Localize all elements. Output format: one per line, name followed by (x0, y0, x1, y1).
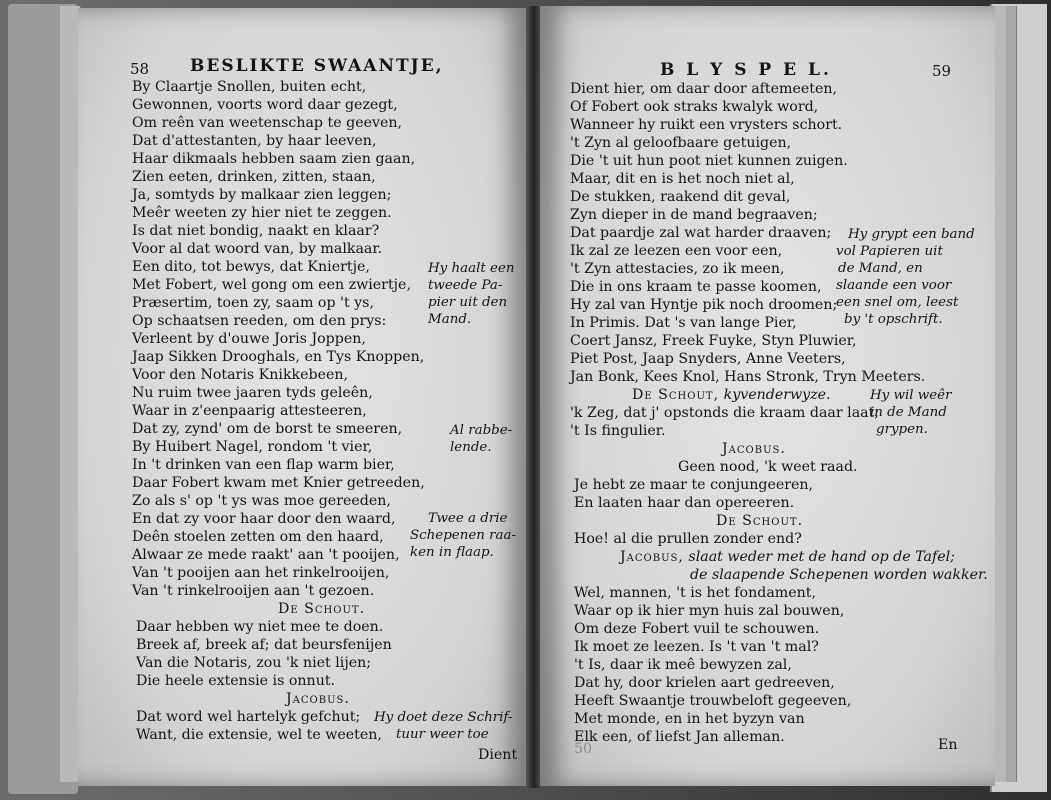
verse-line: Nu ruim twee jaaren tyds geleên, (132, 385, 373, 401)
verse-line: Meêr weeten zy hier niet te zeggen. (132, 205, 392, 221)
verse-line: Want, die extensie, wel te weeten, (136, 727, 382, 743)
verse-line: Waar op ik hier myn huis zal bouwen, (574, 603, 845, 619)
stage-direction: Hy wil weêr (870, 388, 952, 403)
speaker-name: Jacobus, (620, 549, 684, 565)
speaker-name: De Schout. (716, 513, 804, 529)
verse-line: Met Fobert, wel gong om een zwiertje, (132, 277, 411, 293)
verse-line: Maar, dit en is het noch niet al, (570, 171, 795, 187)
bleed-through-page-number: 50 (574, 741, 593, 757)
verse-line: Geen nood, 'k weet raad. (678, 459, 858, 475)
verse-line: Dat paardje zal wat harder draaven; (570, 225, 832, 241)
stage-direction: Al rabbe- (450, 423, 513, 438)
verse-line: 't Zyn attestacies, zo ik meen, (570, 261, 785, 277)
verse-line: Die 't uit hun poot niet kunnen zuigen. (570, 153, 848, 169)
verse-line: Dat d'attestanten, by haar leeven, (132, 133, 377, 149)
verse-line: Of Fobert ook straks kwalyk word, (570, 99, 819, 115)
stage-direction: lende. (450, 440, 492, 455)
verse-line: Je hebt ze maar te conjungeeren, (574, 477, 814, 493)
speaker-line (620, 548, 955, 566)
verse-line: Breek af, breek af; dat beursfenijen (136, 637, 392, 653)
verse-line: Voor al dat woord van, by malkaar. (132, 241, 383, 257)
verse-line: Dat zy, zynd' om de borst te smeeren, (132, 421, 403, 437)
verse-line: Wanneer hy ruikt een vrysters schort. (570, 117, 843, 133)
verse-line: Voor den Notaris Knikkebeen, (132, 367, 349, 383)
verse-line: Haar dikmaals hebben saam zien gaan, (132, 151, 416, 167)
verse-line: Hy zal van Hyntje pik noch droomen; (570, 297, 838, 313)
verse-line: Gewonnen, voorts word daar gezegt, (132, 97, 398, 113)
stage-direction: by 't opschrift. (844, 312, 943, 327)
stage-direction: tuur weer toe (396, 727, 489, 742)
verse-line: Wel, mannen, 't is het fondament, (574, 585, 816, 601)
stage-direction: tweede Pa- (428, 278, 503, 293)
verse-line: By Claartje Snollen, buiten echt, (132, 79, 367, 95)
verse-line: Die in ons kraam te passe koomen, (570, 279, 822, 295)
verse-line: Om reên van weetenschap te geeven, (132, 115, 403, 131)
verse-line: Dat word wel hartelyk gefchut; (136, 709, 361, 725)
speaker-note: slaat weder met de hand op de Tafel; (688, 549, 955, 565)
speaker-note: de slaapende Schepenen worden wakker. (690, 567, 988, 583)
speaker-name: Jacobus. (286, 691, 350, 707)
speaker-line (632, 386, 831, 404)
verse-line: Van 't rinkelrooijen aan 't gezoen. (132, 583, 375, 599)
page-number: 58 (130, 60, 150, 78)
running-header: BESLIKTE SWAANTJE, (190, 56, 444, 76)
verse-line: Jaap Sikken Drooghals, en Tys Knoppen, (132, 349, 425, 365)
stage-direction: de Mand, en (838, 261, 923, 276)
speaker-name: De Schout. (278, 601, 366, 617)
stage-direction: Hy doet deze Schrif- (374, 710, 513, 725)
verse-line: Dat hy, door krielen aart gedreeven, (574, 675, 835, 691)
verse-line: De stukken, raakend dit geval, (570, 189, 791, 205)
verse-line: 't Is fingulier. (570, 423, 666, 439)
verse-line: Coert Jansz, Freek Fuyke, Styn Pluwier, (570, 333, 857, 349)
verse-line: In 't drinken van een flap warm bier, (132, 457, 395, 473)
verse-line: Van die Notaris, zou 'k niet lijen; (136, 655, 372, 671)
left-page (78, 8, 528, 786)
verse-line: Is dat niet bondig, naakt en klaar? (132, 223, 380, 239)
verse-line: Zyn dieper in de mand begraaven; (570, 207, 818, 223)
verse-line: Daar Fobert kwam met Knier getreeden, (132, 475, 425, 491)
verse-line: Alwaar ze mede raakt' aan 't pooijen, (132, 547, 400, 563)
stage-direction: slaande een voor (836, 278, 952, 293)
verse-line: Hoe! al die prullen zonder end? (574, 531, 802, 547)
stage-direction: Mand. (428, 312, 472, 327)
verse-line: En dat zy voor haar door den waard, (132, 511, 396, 527)
verse-line: Om deze Fobert vuil te schouwen. (574, 621, 820, 637)
stage-direction: grypen. (876, 422, 928, 437)
right-page (540, 6, 995, 786)
stage-direction: pier uit den (428, 295, 508, 310)
stage-direction: in de Mand (870, 405, 947, 420)
page-number: 59 (932, 62, 952, 80)
stage-direction: Hy grypt een band (848, 227, 975, 242)
verse-line: Verleent by d'ouwe Joris Joppen, (132, 331, 366, 347)
stage-direction: Hy haalt een (428, 261, 515, 276)
verse-line: 't Zyn al geloofbaare getuigen, (570, 135, 792, 151)
verse-line: Ik zal ze leezen een voor een, (570, 243, 783, 259)
verse-line: Præsertim, toen zy, saam op 't ys, (132, 295, 374, 311)
verse-line: 'k Zeg, dat j' opstonds die kraam daar laat; (570, 405, 880, 421)
verse-line: Zien eeten, drinken, zitten, staan, (132, 169, 376, 185)
verse-line: En laaten haar dan opereeren. (574, 495, 795, 511)
right-page-edges-2 (1006, 6, 1017, 782)
verse-line: Jan Bonk, Kees Knol, Hans Stronk, Tryn Meeters. (570, 369, 926, 385)
speaker-name: De Schout, (632, 387, 720, 403)
verse-line: 't Is, daar ik meê bewyzen zal, (574, 657, 792, 673)
verse-line: Op schaatsen reeden, om den prys: (132, 313, 387, 329)
catchword: En (938, 737, 958, 753)
verse-line: Dient hier, om daar door aftemeeten, (570, 81, 838, 97)
catchword: Dient (478, 747, 518, 763)
verse-line: Deên stoelen zetten om den haard, (132, 529, 384, 545)
verse-line: Met monde, en in het byzyn van (574, 711, 805, 727)
verse-line: Zo als s' op 't ys was moe gereeden, (132, 493, 391, 509)
verse-line: Die heele extensie is onnut. (136, 673, 336, 689)
verse-line: By Huibert Nagel, rondom 't vier, (132, 439, 373, 455)
stage-direction: Twee a drie (428, 511, 508, 526)
verse-line: Van 't pooijen aan het rinkelrooijen, (132, 565, 390, 581)
stage-direction: vol Papieren uit (836, 244, 943, 259)
verse-line: Elk een, of liefst Jan alleman. (574, 729, 785, 745)
verse-line: Heeft Swaantje trouwbeloft gegeeven, (574, 693, 852, 709)
verse-line: In Primis. Dat 's van lange Pier, (570, 315, 797, 331)
verse-line: Piet Post, Jaap Snyders, Anne Veeters, (570, 351, 846, 367)
stage-direction: Schepenen raa- (410, 528, 517, 543)
speaker-note: kyvenderwyze. (723, 387, 831, 403)
verse-line: Waar in z'eenpaarig attesteeren, (132, 403, 367, 419)
speaker-name: Jacobus. (722, 441, 786, 457)
stage-direction: ken in flaap. (410, 545, 494, 560)
verse-line: Een dito, tot bewys, dat Kniertje, (132, 259, 370, 275)
verse-line: Ik moet ze leezen. Is 't van 't mal? (574, 639, 819, 655)
verse-line: Ja, somtyds by malkaar zien leggen; (132, 187, 392, 203)
verse-line: Daar hebben wy niet mee te doen. (136, 619, 384, 635)
stage-direction: een snel om, leest (836, 295, 959, 310)
running-header: B L Y S P E L. (660, 60, 832, 80)
